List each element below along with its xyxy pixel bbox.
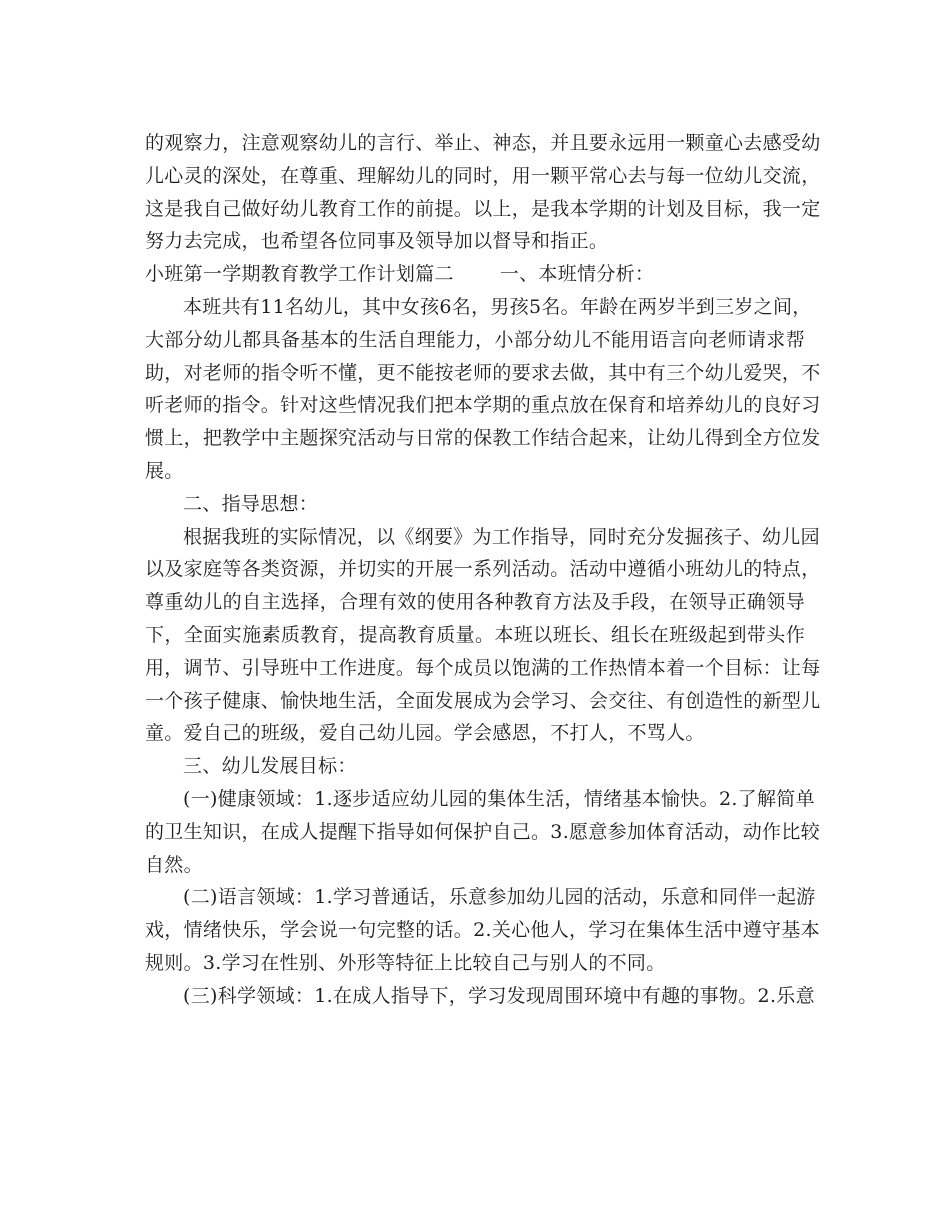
title-line (145, 258, 805, 291)
paragraph-line: 努力去完成，也希望各位同事及领导加以督导和指正。 (145, 230, 609, 253)
paragraph-line: 这是我自己做好幼儿教育工作的前提。以上，是我本学期的计划及目标，我一定 (145, 197, 821, 220)
paragraph-line: (三)科学领域：1.在成人指导下，学习发现周围环境中有趣的事物。2.乐意 (183, 984, 815, 1007)
paragraph-line: (二)语言领域：1.学习普通话，乐意参加幼儿园的活动，乐意和同伴一起游 (183, 886, 816, 909)
paragraph-line: 规则。3.学习在性别、外形等特征上比较自己与别人的不同。 (145, 951, 666, 974)
paragraph-line: 听老师的指令。针对这些情况我们把本学期的重点放在保育和培养幼儿的良好习 (145, 394, 821, 417)
paragraph-line: 惯上，把教学中主题探究活动与日常的保教工作结合起来，让幼儿得到全方位发 (145, 427, 821, 450)
paragraph-line: 本班共有11名幼儿，其中女孩6名，男孩5名。年龄在两岁半到三岁之间， (183, 295, 812, 318)
section-heading-1: 一、本班情分析： (499, 263, 655, 286)
paragraph-line: 大部分幼儿都具备基本的生活自理能力，小部分幼儿不能用语言向老师请求帮 (145, 328, 805, 351)
paragraph-line: 的观察力，注意观察幼儿的言行、举止、神态，并且要永远用一颗童心去感受幼 (145, 132, 821, 154)
paragraph-line: 下，全面实施素质教育，提高教育质量。本班以班长、组长在班级起到带头作 (145, 623, 805, 646)
paragraph-line: 展。 (145, 459, 184, 482)
paragraph-line: 儿心灵的深处，在尊重、理解幼儿的同时，用一颗平常心去与每一位幼儿交流， (145, 164, 821, 187)
paragraph-line: 一个孩子健康、愉快地生活，全面发展成为会学习、会交往、有创造性的新型儿 (145, 689, 821, 712)
title-gap (454, 258, 500, 291)
paragraph-line: (一)健康领域：1.逐步适应幼儿园的集体生活，情绪基本愉快。2.了解简单 (183, 787, 815, 810)
paragraph-line: 戏，情绪快乐，学会说一句完整的话。2.关心他人，学习在集体生活中遵守基本 (145, 919, 820, 942)
paragraph-line: 以及家庭等各类资源，并切实的开展一系列活动。活动中遵循小班幼儿的特点， (145, 558, 821, 581)
section-heading-2: 二、指导思想： (183, 492, 319, 515)
paragraph-line: 童。爱自己的班级，爱自己幼儿园。学会感恩，不打人，不骂人。 (145, 722, 705, 745)
paragraph-line: 自然。 (145, 853, 203, 876)
document-title: 小班第一学期教育教学工作计划篇二 (145, 263, 454, 286)
document-page (145, 127, 821, 1013)
paragraph-line: 的卫生知识，在成人提醒下指导如何保护自己。3.愿意参加体育活动，动作比较 (145, 820, 820, 843)
paragraph-line: 助，对老师的指令听不懂，更不能按老师的要求去做，其中有三个幼儿爱哭，不 (145, 361, 821, 384)
paragraph-line: 根据我班的实际情况，以《纲要》为工作指导，同时充分发掘孩子、幼儿园 (183, 525, 820, 548)
paragraph-line: 尊重幼儿的自主选择，合理有效的使用各种教育方法及手段，在领导正确领导 (145, 591, 805, 614)
section-heading-3: 三、幼儿发展目标： (183, 755, 357, 778)
paragraph-line: 用，调节、引导班中工作进度。每个成员以饱满的工作热情本着一个目标：让每 (145, 656, 821, 679)
